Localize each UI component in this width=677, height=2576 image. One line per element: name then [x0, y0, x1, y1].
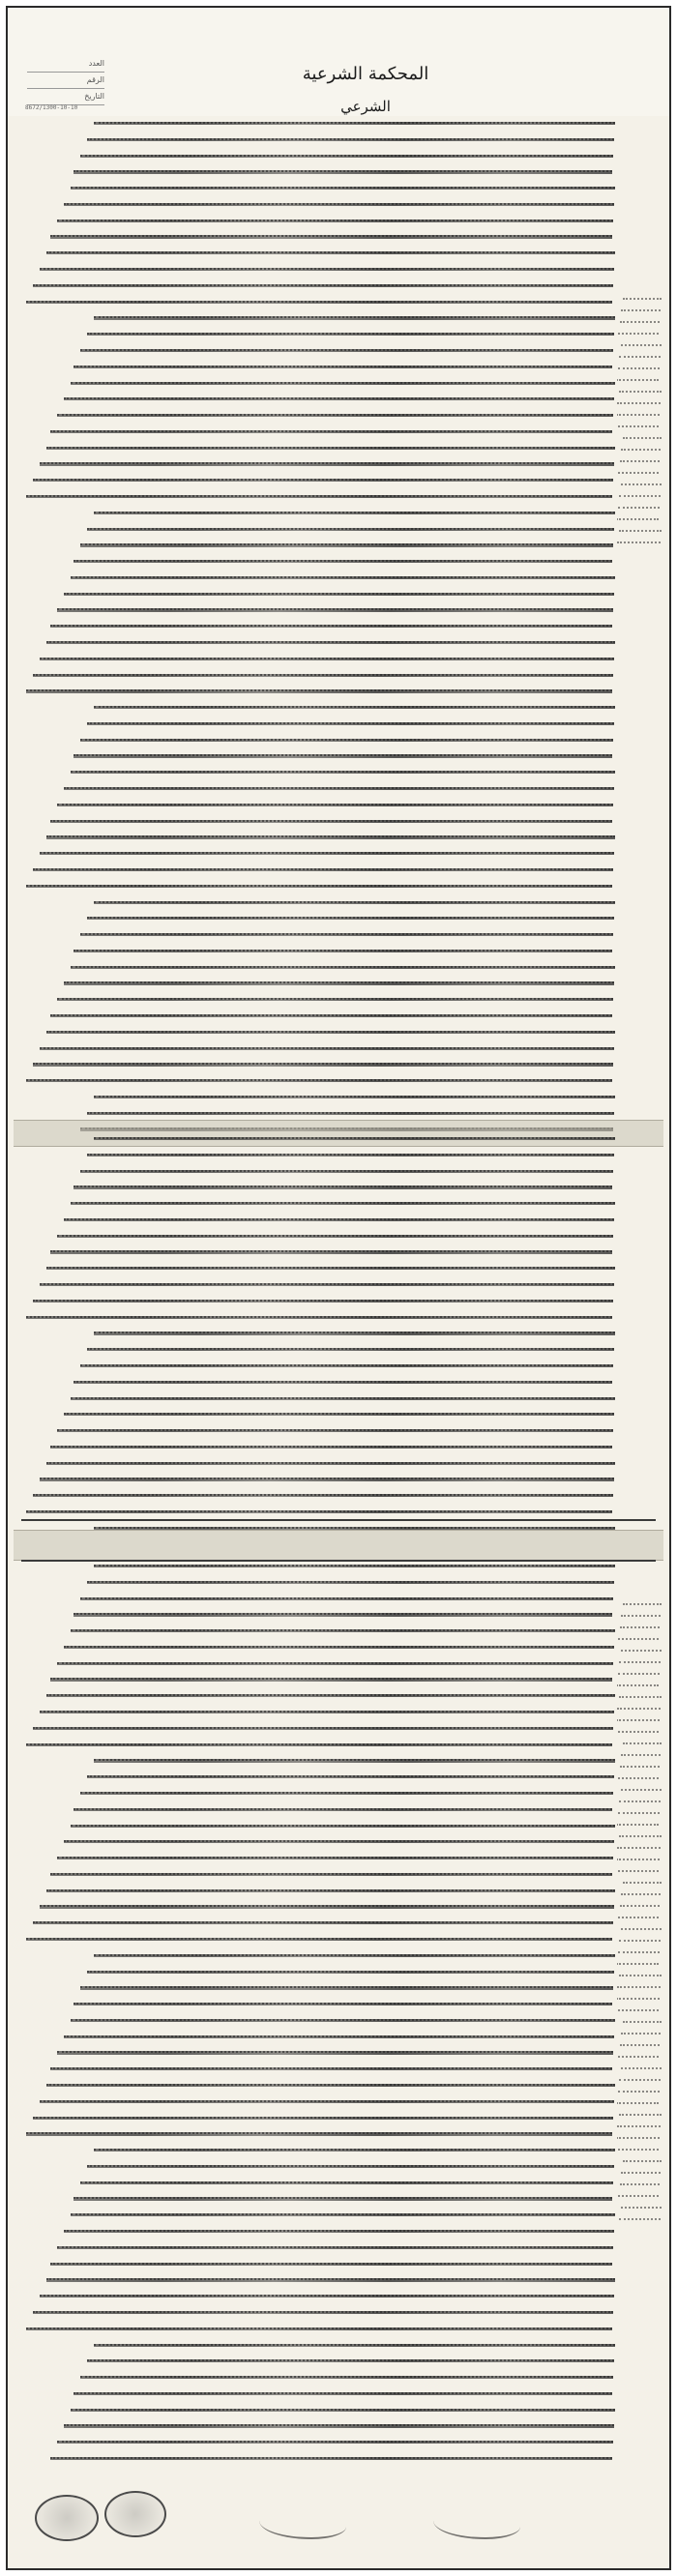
handwritten-line: [46, 1694, 615, 1697]
handwritten-line: [50, 235, 612, 238]
handwritten-line: [57, 1235, 613, 1238]
handwritten-line: [618, 367, 660, 370]
handwritten-line: [618, 507, 660, 510]
handwritten-line: [87, 138, 614, 141]
handwritten-line: [80, 2376, 613, 2379]
handwritten-line: [620, 460, 660, 463]
handwritten-line: [40, 2100, 614, 2103]
handwritten-line: [94, 2149, 615, 2152]
handwritten-line: [50, 1014, 612, 1017]
handwritten-line: [71, 2019, 615, 2022]
handwritten-body-part-1: [23, 122, 615, 1132]
handwritten-line: [80, 1792, 613, 1795]
handwritten-line: [57, 804, 613, 806]
handwritten-line: [620, 2183, 660, 2186]
handwritten-line: [57, 998, 613, 1001]
handwritten-line: [617, 425, 659, 428]
handwritten-line: [617, 1870, 659, 1873]
handwritten-line: [26, 2327, 612, 2330]
handwritten-line: [617, 1719, 660, 1722]
handwritten-line: [50, 430, 612, 433]
handwritten-line: [74, 950, 612, 952]
handwritten-line: [80, 543, 613, 546]
handwritten-line: [80, 1170, 613, 1173]
handwritten-line: [618, 2091, 660, 2093]
handwritten-line: [74, 366, 612, 368]
handwritten-line: [26, 2132, 612, 2135]
handwritten-line: [74, 2003, 612, 2005]
handwritten-line: [617, 1824, 659, 1827]
handwritten-line: [40, 268, 614, 271]
handwritten-line: [46, 251, 615, 254]
handwritten-line: [74, 2392, 612, 2395]
handwritten-line: [619, 2114, 662, 2117]
handwritten-line: [623, 2021, 662, 2024]
handwritten-line: [617, 518, 659, 521]
handwritten-line: [620, 2044, 660, 2047]
handwritten-line: [33, 1494, 613, 1497]
handwritten-line: [50, 820, 612, 823]
handwritten-line: [74, 1186, 612, 1188]
handwritten-line: [74, 560, 612, 563]
handwritten-line: [46, 2278, 615, 2281]
handwritten-line: [33, 2311, 613, 2314]
handwritten-line: [621, 2172, 661, 2175]
handwritten-line: [64, 787, 614, 790]
handwritten-line: [57, 1857, 613, 1859]
handwritten-signature: [433, 2508, 520, 2539]
handwritten-line: [620, 1626, 660, 1629]
handwritten-line: [71, 576, 615, 579]
handwritten-line: [46, 1031, 615, 1034]
paper-tape: [14, 1530, 663, 1561]
handwritten-line: [623, 1742, 662, 1745]
handwritten-line: [94, 1332, 615, 1334]
handwritten-line: [617, 1731, 659, 1734]
handwritten-line: [618, 472, 659, 475]
handwritten-line: [618, 333, 659, 336]
handwritten-line: [94, 1954, 615, 1957]
handwritten-line: [40, 1283, 614, 1286]
handwritten-line: [64, 2035, 614, 2038]
handwritten-line: [621, 483, 662, 486]
handwritten-line: [50, 625, 612, 628]
handwritten-line: [26, 1510, 612, 1513]
handwritten-line: [64, 2424, 614, 2427]
court-seal: [104, 2491, 166, 2537]
handwritten-line: [621, 2207, 662, 2210]
handwritten-line: [621, 344, 662, 347]
handwritten-line: [64, 203, 614, 206]
handwritten-line: [26, 1079, 612, 1082]
handwritten-line: [94, 1759, 615, 1762]
handwritten-line: [74, 2197, 612, 2200]
handwritten-line: [50, 2457, 612, 2460]
handwritten-line: [620, 1905, 660, 1908]
handwritten-line: [618, 2195, 659, 2198]
handwritten-line: [618, 1812, 660, 1815]
handwritten-line: [33, 1063, 613, 1066]
handwritten-line: [40, 1711, 614, 1713]
handwritten-line: [617, 414, 660, 417]
handwritten-body-part-3: [23, 1565, 615, 2474]
handwritten-body-part-2: [23, 1137, 615, 1532]
handwritten-line: [94, 2344, 615, 2347]
handwritten-line: [619, 356, 661, 359]
number-label: العدد: [27, 56, 104, 73]
handwritten-line: [26, 1316, 612, 1319]
handwritten-line: [40, 658, 614, 660]
handwritten-line: [618, 2056, 659, 2059]
handwritten-line: [50, 2263, 612, 2266]
handwritten-line: [617, 1986, 661, 1989]
handwritten-line: [80, 155, 613, 158]
handwritten-line: [33, 1300, 613, 1303]
handwritten-line: [621, 1789, 662, 1792]
handwritten-line: [80, 1597, 613, 1600]
handwritten-line: [87, 2359, 614, 2362]
handwritten-line: [87, 1154, 614, 1156]
handwritten-line: [40, 1047, 614, 1050]
form-reference: 8672/1300-10-10: [25, 104, 78, 111]
handwritten-line: [80, 349, 613, 352]
handwritten-line: [623, 1882, 662, 1885]
handwritten-line: [33, 1727, 613, 1730]
handwritten-line: [50, 1446, 612, 1449]
handwritten-line: [26, 1938, 612, 1941]
handwritten-line: [94, 1137, 615, 1140]
handwritten-line: [618, 1917, 659, 1919]
handwritten-line: [619, 1940, 661, 1943]
handwritten-line: [621, 449, 661, 452]
handwritten-line: [94, 512, 615, 514]
handwritten-line: [623, 2160, 662, 2163]
handwritten-line: [80, 739, 613, 742]
handwritten-line: [46, 641, 615, 644]
handwritten-line: [64, 1646, 614, 1649]
handwritten-line: [46, 1267, 615, 1270]
handwritten-line: [617, 379, 659, 382]
handwritten-line: [40, 852, 614, 855]
handwritten-line: [74, 170, 612, 173]
handwritten-line: [33, 1921, 613, 1924]
handwritten-line: [617, 1708, 661, 1711]
handwritten-line: [74, 1808, 612, 1811]
handwritten-line: [57, 414, 613, 417]
handwritten-line: [619, 2218, 661, 2221]
section-divider: [21, 1519, 656, 1521]
court-heading: [201, 64, 530, 115]
handwritten-line: [621, 1893, 661, 1896]
handwritten-line: [80, 1986, 613, 1989]
handwritten-line: [94, 1096, 615, 1098]
handwritten-line: [26, 689, 612, 692]
handwritten-line: [80, 1364, 613, 1367]
handwritten-line: [71, 2409, 615, 2412]
handwritten-line: [40, 2295, 614, 2298]
handwritten-line: [619, 2079, 661, 2082]
handwritten-line: [618, 1673, 660, 1676]
handwritten-line: [618, 1951, 660, 1954]
handwritten-line: [621, 1650, 662, 1653]
handwritten-line: [46, 1889, 615, 1892]
handwritten-line: [74, 1613, 612, 1616]
handwritten-line: [619, 1661, 661, 1664]
handwritten-line: [620, 1766, 660, 1769]
reference-box: [27, 56, 104, 105]
handwritten-line: [87, 1775, 614, 1778]
handwritten-line: [80, 933, 613, 936]
handwritten-line: [617, 2137, 660, 2140]
handwritten-line: [621, 1615, 661, 1618]
handwritten-line: [617, 1998, 660, 2001]
handwritten-line: [617, 1859, 660, 1861]
handwritten-line: [26, 495, 612, 498]
handwritten-line: [94, 316, 615, 319]
handwritten-line: [621, 2067, 662, 2070]
handwritten-line: [46, 2084, 615, 2087]
handwritten-line: [71, 187, 615, 190]
handwritten-line: [87, 333, 614, 336]
court-seal: [35, 2495, 99, 2541]
handwritten-line: [57, 220, 613, 222]
handwritten-line: [50, 1250, 612, 1253]
handwritten-line: [617, 542, 661, 544]
handwritten-line: [71, 1825, 615, 1828]
handwritten-line: [40, 1905, 614, 1908]
handwritten-line: [74, 1381, 612, 1384]
handwritten-line: [617, 2149, 659, 2152]
date-label: التاريخ: [27, 89, 104, 105]
handwritten-line: [621, 1928, 662, 1931]
handwritten-line: [619, 1835, 662, 1838]
handwritten-signature: [259, 2508, 346, 2539]
court-title: المحكمة الشرعية: [302, 64, 429, 84]
handwritten-line: [57, 1662, 613, 1665]
handwritten-line: [94, 706, 615, 709]
handwritten-line: [619, 1800, 661, 1803]
handwritten-line: [621, 309, 661, 312]
handwritten-line: [87, 1348, 614, 1351]
handwritten-line: [618, 1777, 659, 1780]
handwritten-line: [26, 301, 612, 304]
handwritten-line: [26, 885, 612, 888]
handwritten-line: [71, 382, 615, 385]
handwritten-line: [87, 528, 614, 531]
handwritten-line: [57, 2246, 613, 2249]
handwritten-line: [64, 1218, 614, 1221]
handwritten-line: [64, 1413, 614, 1416]
handwritten-line: [33, 479, 613, 482]
handwritten-line: [94, 901, 615, 904]
handwritten-line: [64, 2230, 614, 2233]
handwritten-line: [87, 1971, 614, 1974]
handwritten-line: [617, 1963, 659, 1966]
handwritten-line: [64, 397, 614, 400]
handwritten-line: [87, 1112, 614, 1115]
handwritten-line: [50, 2067, 612, 2070]
handwritten-line: [617, 2009, 659, 2012]
section-divider: [21, 1560, 656, 1562]
handwritten-line: [33, 868, 613, 871]
registry-label: الرقم: [27, 73, 104, 89]
document-sheet: [6, 6, 671, 2570]
handwritten-line: [33, 284, 613, 287]
handwritten-line: [64, 593, 614, 596]
handwritten-line: [619, 1975, 662, 1977]
handwritten-line: [40, 1478, 614, 1480]
handwritten-line: [621, 1754, 661, 1757]
handwritten-line: [617, 2125, 661, 2128]
handwritten-line: [71, 1629, 615, 1632]
handwritten-line: [64, 981, 614, 984]
handwritten-line: [33, 2117, 613, 2120]
handwritten-line: [619, 391, 662, 394]
handwritten-line: [620, 321, 660, 324]
handwritten-line: [57, 608, 613, 611]
handwritten-line: [64, 1840, 614, 1843]
handwritten-line: [80, 2181, 613, 2184]
handwritten-line: [619, 530, 662, 533]
handwritten-line: [74, 754, 612, 757]
handwritten-line: [621, 2033, 661, 2035]
handwritten-line: [71, 771, 615, 774]
handwritten-line: [87, 917, 614, 920]
handwritten-line: [617, 1684, 659, 1687]
court-subtitle: الشرعي: [340, 98, 391, 115]
handwritten-line: [618, 1638, 659, 1641]
handwritten-line: [71, 2213, 615, 2216]
handwritten-line: [619, 1696, 662, 1699]
handwritten-line: [46, 447, 615, 450]
handwritten-line: [57, 1429, 613, 1432]
handwritten-line: [623, 298, 662, 301]
handwritten-line: [617, 1847, 661, 1850]
handwritten-line: [26, 1743, 612, 1746]
handwritten-line: [50, 1678, 612, 1681]
handwritten-line: [46, 1462, 615, 1465]
handwritten-line: [46, 835, 615, 838]
handwritten-line: [94, 1565, 615, 1567]
handwritten-line: [87, 1581, 614, 1584]
handwritten-line: [617, 402, 661, 405]
handwritten-line: [87, 722, 614, 725]
handwritten-line: [87, 2165, 614, 2168]
handwritten-line: [623, 1603, 662, 1606]
handwritten-line: [94, 122, 615, 125]
handwritten-line: [71, 966, 615, 969]
handwritten-line: [71, 1202, 615, 1205]
handwritten-line: [619, 495, 661, 498]
handwritten-line: [623, 437, 662, 440]
margin-notes: [617, 1603, 662, 2222]
handwritten-line: [617, 2102, 659, 2105]
handwritten-line: [40, 462, 614, 465]
handwritten-line: [71, 1397, 615, 1400]
margin-notes: [617, 298, 662, 549]
handwritten-line: [57, 2051, 613, 2054]
handwritten-line: [33, 674, 613, 677]
handwritten-line: [50, 1873, 612, 1876]
handwritten-line: [57, 2441, 613, 2444]
